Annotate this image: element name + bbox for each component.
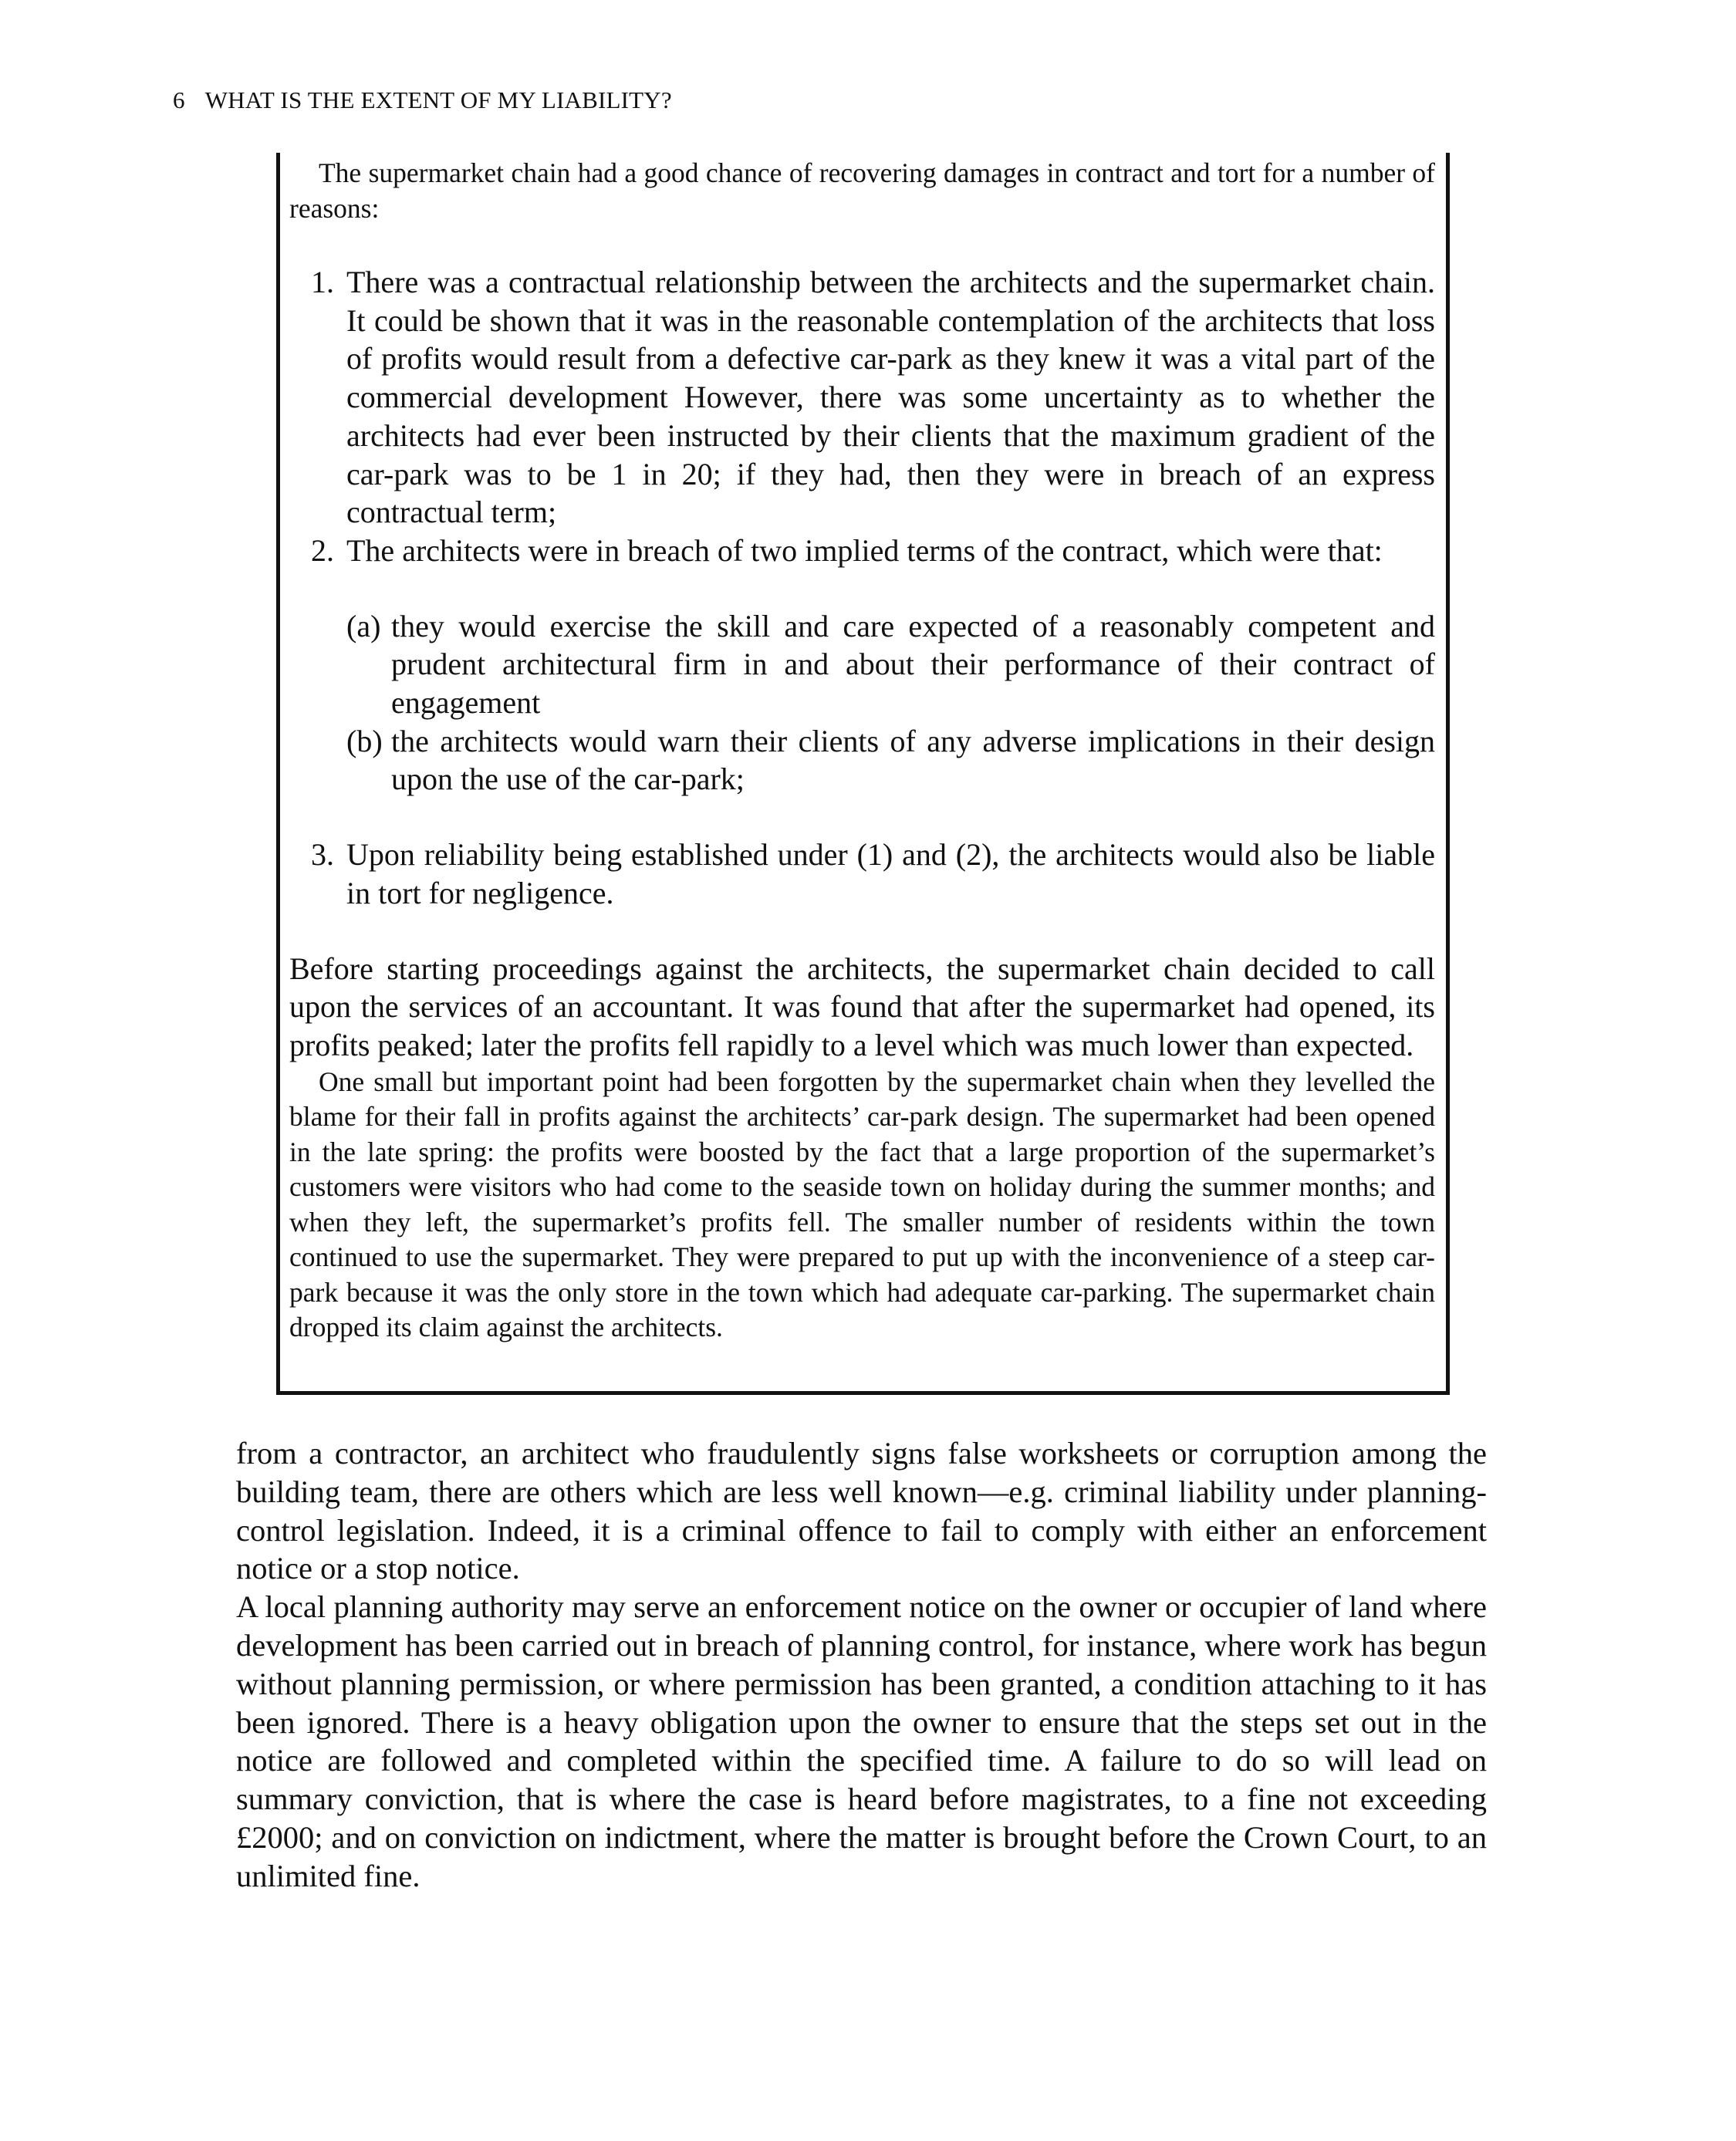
reason-text: There was a contractual relationship between the architects and the supermarket chain. It could be shown that it was in the reasonable contemplation of the architects that loss of profits would result from a defective car-park as they knew it was a vital part of the commercial development However, there was some uncertainty as to whether the architects had ever been instructed by their clients that the maximum gradient of the car-park was to be 1 in 20; if they had, then they were in breach of an express contractual term; [346,265,1435,530]
reason-item-3 [289,836,1435,912]
case-intro: The supermarket chain had a good chance of recovering damages in contract and tort for a number of reasons: [289,157,1435,224]
main-body-text [236,1434,1487,1896]
term-text: they would exercise the skill and care expected of a reasonably competent and prudent architectural firm in and about their performance of their contract of engagement [391,608,1435,721]
reason-text: Upon reliability being established under (1) and (2), the architects would also be liable in tort for negligence. [346,837,1435,910]
body-paragraph-1: from a contractor, an architect who fraudulently signs false worksheets or corruption among the building team, there are others which are less well known—e.g. criminal liability under planning-control legislation. Indeed, it is a criminal offence to fail to comply with either an enforcement notice or a stop notice. [236,1436,1487,1586]
implied-terms-list [346,607,1435,799]
reason-number: 3. [311,837,334,873]
reason-number: 2. [311,532,334,568]
implied-term-b [346,722,1435,799]
term-text: the architects would warn their clients of any adverse implications in their design upon the use of the car-park; [391,723,1435,797]
term-letter: (a) [346,608,381,643]
running-head-title: WHAT IS THE EXTENT OF MY LIABILITY? [204,86,672,113]
body-paragraph-2: A local planning authority may serve an enforcement notice on the owner or occupier of land where development has been carried out in breach of planning control, for instance, where work has begun without planning permission, or where permission has been granted, a condition attaching to it has been ignored. There is a heavy obligation upon the owner to ensure that the steps set out in the notice are followed and completed within the specified time. A failure to do so will lead on summary conviction, that is where the case is heard before magistrates, to a fine not exceeding £2000; and on conviction on indictment, where the matter is brought before the Crown Court, to an unlimited fine. [236,1589,1487,1893]
reason-text: The architects were in breach of two implied terms of the contract, which were that: [346,532,1383,568]
reasons-list [289,263,1435,913]
case-conclusion: One small but important point had been forgotten by the supermarket chain when they levelled the blame for their fall in profits against the architects’ car-park design. The supermarket had been opened in the late spring: the profits were boosted by the fact that a large proportion of the supermarket’s customers were visitors who had come to the seaside town on holiday during the summer months; and when they left, the supermarket’s profits fell. The smaller number of residents within the town continued to use the supermarket. They were prepared to put up with the inconvenience of a steep car-park because it was the only store in the town which had adequate car-parking. The supermarket chain dropped its claim against the architects. [289,1065,1435,1343]
reason-item-2 [289,532,1435,799]
reason-number: 1. [311,265,334,299]
running-head [173,86,672,114]
case-study-box [276,153,1450,1395]
case-outcome: Before starting proceedings against the architects, the supermarket chain decided to call upon the services of an accountant. It was found that after the supermarket had opened, its profits peaked; later the profits fell rapidly to a level which was much lower than expected. [289,951,1435,1062]
term-letter: (b) [346,723,383,758]
page-number: 6 [173,86,185,113]
implied-term-a [346,607,1435,722]
reason-item-1 [289,263,1435,532]
